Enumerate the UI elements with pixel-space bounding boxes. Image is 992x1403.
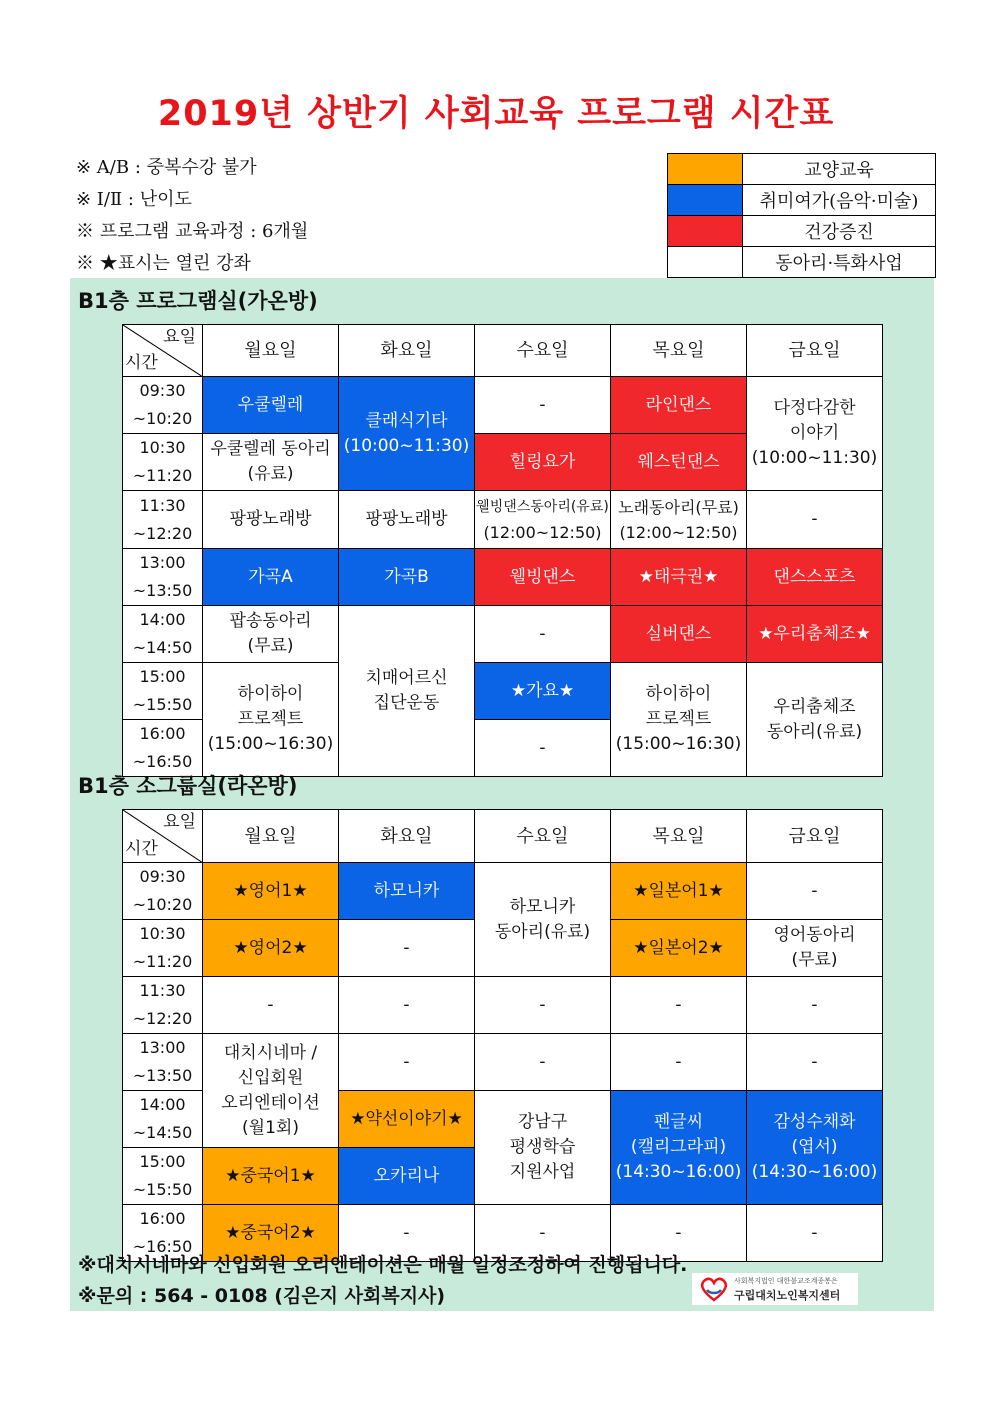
program-cell: 웨스턴댄스 bbox=[611, 434, 747, 491]
program-cell: ★태극권★ bbox=[611, 549, 747, 606]
program-cell: 오카리나 bbox=[339, 1148, 475, 1205]
program-cell: ★우리춤체조★ bbox=[747, 606, 883, 663]
time-axis-label: 시간 bbox=[125, 353, 158, 373]
legend-swatch-orange bbox=[668, 154, 743, 185]
program-cell: 팝송동아리 (무료) bbox=[203, 606, 339, 663]
program-cell: 치매어르신 집단운동 bbox=[339, 606, 475, 777]
legend-label: 동아리·특화사업 bbox=[743, 247, 936, 278]
program-cell: - bbox=[475, 377, 611, 434]
program-cell: - bbox=[611, 1034, 747, 1091]
program-cell: - bbox=[475, 977, 611, 1034]
program-cell: 감성수채화 (엽서) (14:30~16:00) bbox=[747, 1091, 883, 1205]
program-cell: ★중국어2★ bbox=[203, 1205, 339, 1262]
program-cell: 하이하이 프로젝트 (15:00~16:30) bbox=[203, 663, 339, 777]
program-cell: - bbox=[747, 863, 883, 920]
heart-logo-icon bbox=[698, 1276, 730, 1302]
center-logo bbox=[692, 1273, 858, 1305]
room1-title: B1층 프로그램실(가온방) bbox=[78, 289, 318, 313]
legend-swatch-blue bbox=[668, 185, 743, 216]
program-cell: 다정다감한 이야기 (10:00~11:30) bbox=[747, 377, 883, 491]
note-item: ※ ★표시는 열린 강좌 bbox=[76, 253, 251, 274]
time-slot: 13:00 ~13:50 bbox=[123, 1034, 203, 1091]
day-header: 금요일 bbox=[747, 810, 883, 863]
page-title: 2019년 상반기 사회교육 프로그램 시간표 bbox=[157, 94, 835, 134]
program-cell: - bbox=[339, 977, 475, 1034]
program-cell: 우쿨렐레 bbox=[203, 377, 339, 434]
program-cell: - bbox=[339, 920, 475, 977]
room2-timetable bbox=[122, 809, 883, 1262]
time-slot: 10:30 ~11:20 bbox=[123, 434, 203, 491]
program-cell: - bbox=[339, 1205, 475, 1262]
program-cell: 대치시네마 / 신입회원 오리엔테이션 (월1회) bbox=[203, 1034, 339, 1148]
legend-swatch-red bbox=[668, 216, 743, 247]
time-axis-label: 시간 bbox=[125, 839, 158, 859]
program-cell: 가곡B bbox=[339, 549, 475, 606]
logo-name: 구립대치노인복지센터 bbox=[734, 1289, 841, 1302]
program-cell: 댄스스포츠 bbox=[747, 549, 883, 606]
day-header: 월요일 bbox=[203, 325, 339, 377]
day-header: 목요일 bbox=[611, 325, 747, 377]
program-cell: 하모니카 bbox=[339, 863, 475, 920]
program-cell: 강남구 평생학습 지원사업 bbox=[475, 1091, 611, 1205]
time-slot: 11:30 ~12:20 bbox=[123, 977, 203, 1034]
footer-contact: ※문의 : 564 - 0108 (김은지 사회복지사) bbox=[78, 1285, 446, 1307]
day-header: 목요일 bbox=[611, 810, 747, 863]
program-cell: - bbox=[475, 720, 611, 777]
day-axis-label: 요일 bbox=[163, 812, 196, 832]
program-cell: 팡팡노래방 bbox=[203, 491, 339, 549]
time-slot: 11:30 ~12:20 bbox=[123, 491, 203, 549]
time-slot: 13:00 ~13:50 bbox=[123, 549, 203, 606]
time-slot: 15:00 ~15:50 bbox=[123, 1148, 203, 1205]
program-cell: 가곡A bbox=[203, 549, 339, 606]
time-slot: 10:30 ~11:20 bbox=[123, 920, 203, 977]
program-cell: ★일본어2★ bbox=[611, 920, 747, 977]
time-slot: 09:30 ~10:20 bbox=[123, 863, 203, 920]
program-cell: 클래식기타 (10:00~11:30) bbox=[339, 377, 475, 491]
day-header: 수요일 bbox=[475, 810, 611, 863]
program-cell: - bbox=[611, 977, 747, 1034]
day-header: 월요일 bbox=[203, 810, 339, 863]
time-slot: 15:00 ~15:50 bbox=[123, 663, 203, 720]
notes-list bbox=[76, 152, 308, 280]
program-cell: - bbox=[747, 977, 883, 1034]
program-cell: ★가요★ bbox=[475, 663, 611, 720]
program-cell: 웰빙댄스동아리(유료) (12:00~12:50) bbox=[475, 491, 611, 549]
program-cell: 실버댄스 bbox=[611, 606, 747, 663]
room1-timetable bbox=[122, 324, 883, 777]
program-cell: - bbox=[747, 1034, 883, 1091]
note-item: ※ A/B : 중복수강 불가 bbox=[76, 157, 257, 178]
day-header: 수요일 bbox=[475, 325, 611, 377]
program-cell: ★일본어1★ bbox=[611, 863, 747, 920]
program-cell: ★영어1★ bbox=[203, 863, 339, 920]
program-cell: 하모니카 동아리(유료) bbox=[475, 863, 611, 977]
legend-label: 교양교육 bbox=[743, 154, 936, 185]
table-corner bbox=[123, 810, 203, 863]
table-corner bbox=[123, 325, 203, 377]
program-cell: ★약선이야기★ bbox=[339, 1091, 475, 1148]
program-cell: 우쿨렐레 동아리 (유료) bbox=[203, 434, 339, 491]
program-cell: - bbox=[747, 491, 883, 549]
program-cell: 노래동아리(무료) (12:00~12:50) bbox=[611, 491, 747, 549]
footer-note: ※대치시네마와 신입회원 오리엔테이션은 매월 일정조정하여 진행됩니다. bbox=[78, 1254, 688, 1276]
note-item: ※ 프로그램 교육과정 : 6개월 bbox=[76, 221, 309, 242]
time-slot: 16:00 ~16:50 bbox=[123, 1205, 203, 1262]
program-cell: - bbox=[339, 1034, 475, 1091]
day-axis-label: 요일 bbox=[163, 327, 196, 347]
day-header: 화요일 bbox=[339, 325, 475, 377]
program-cell: - bbox=[475, 1034, 611, 1091]
program-cell: ★중국어1★ bbox=[203, 1148, 339, 1205]
note-item: ※ Ⅰ/Ⅱ : 난이도 bbox=[76, 189, 192, 210]
program-cell: 영어동아리 (무료) bbox=[747, 920, 883, 977]
day-header: 화요일 bbox=[339, 810, 475, 863]
program-cell: 힐링요가 bbox=[475, 434, 611, 491]
program-cell: - bbox=[611, 1205, 747, 1262]
program-cell: 웰빙댄스 bbox=[475, 549, 611, 606]
logo-subtitle: 사회복지법인 대한불교조계종봉은 bbox=[734, 1277, 838, 1285]
legend-label: 건강증진 bbox=[743, 216, 936, 247]
program-cell: - bbox=[475, 1205, 611, 1262]
room2-title: B1층 소그룹실(라온방) bbox=[78, 774, 298, 798]
time-slot: 14:00 ~14:50 bbox=[123, 606, 203, 663]
legend-label: 취미여가(음악·미술) bbox=[743, 185, 936, 216]
color-legend bbox=[667, 153, 936, 278]
program-cell: ★영어2★ bbox=[203, 920, 339, 977]
program-cell: 팡팡노래방 bbox=[339, 491, 475, 549]
legend-swatch-white bbox=[668, 247, 743, 278]
program-cell: 하이하이 프로젝트 (15:00~16:30) bbox=[611, 663, 747, 777]
program-cell: - bbox=[203, 977, 339, 1034]
program-cell: 우리춤체조 동아리(유료) bbox=[747, 663, 883, 777]
time-slot: 14:00 ~14:50 bbox=[123, 1091, 203, 1148]
program-cell: 펜글씨 (캘리그라피) (14:30~16:00) bbox=[611, 1091, 747, 1205]
time-slot: 16:00 ~16:50 bbox=[123, 720, 203, 777]
day-header: 금요일 bbox=[747, 325, 883, 377]
program-cell: 라인댄스 bbox=[611, 377, 747, 434]
program-cell: - bbox=[475, 606, 611, 663]
time-slot: 09:30 ~10:20 bbox=[123, 377, 203, 434]
program-cell: - bbox=[747, 1205, 883, 1262]
